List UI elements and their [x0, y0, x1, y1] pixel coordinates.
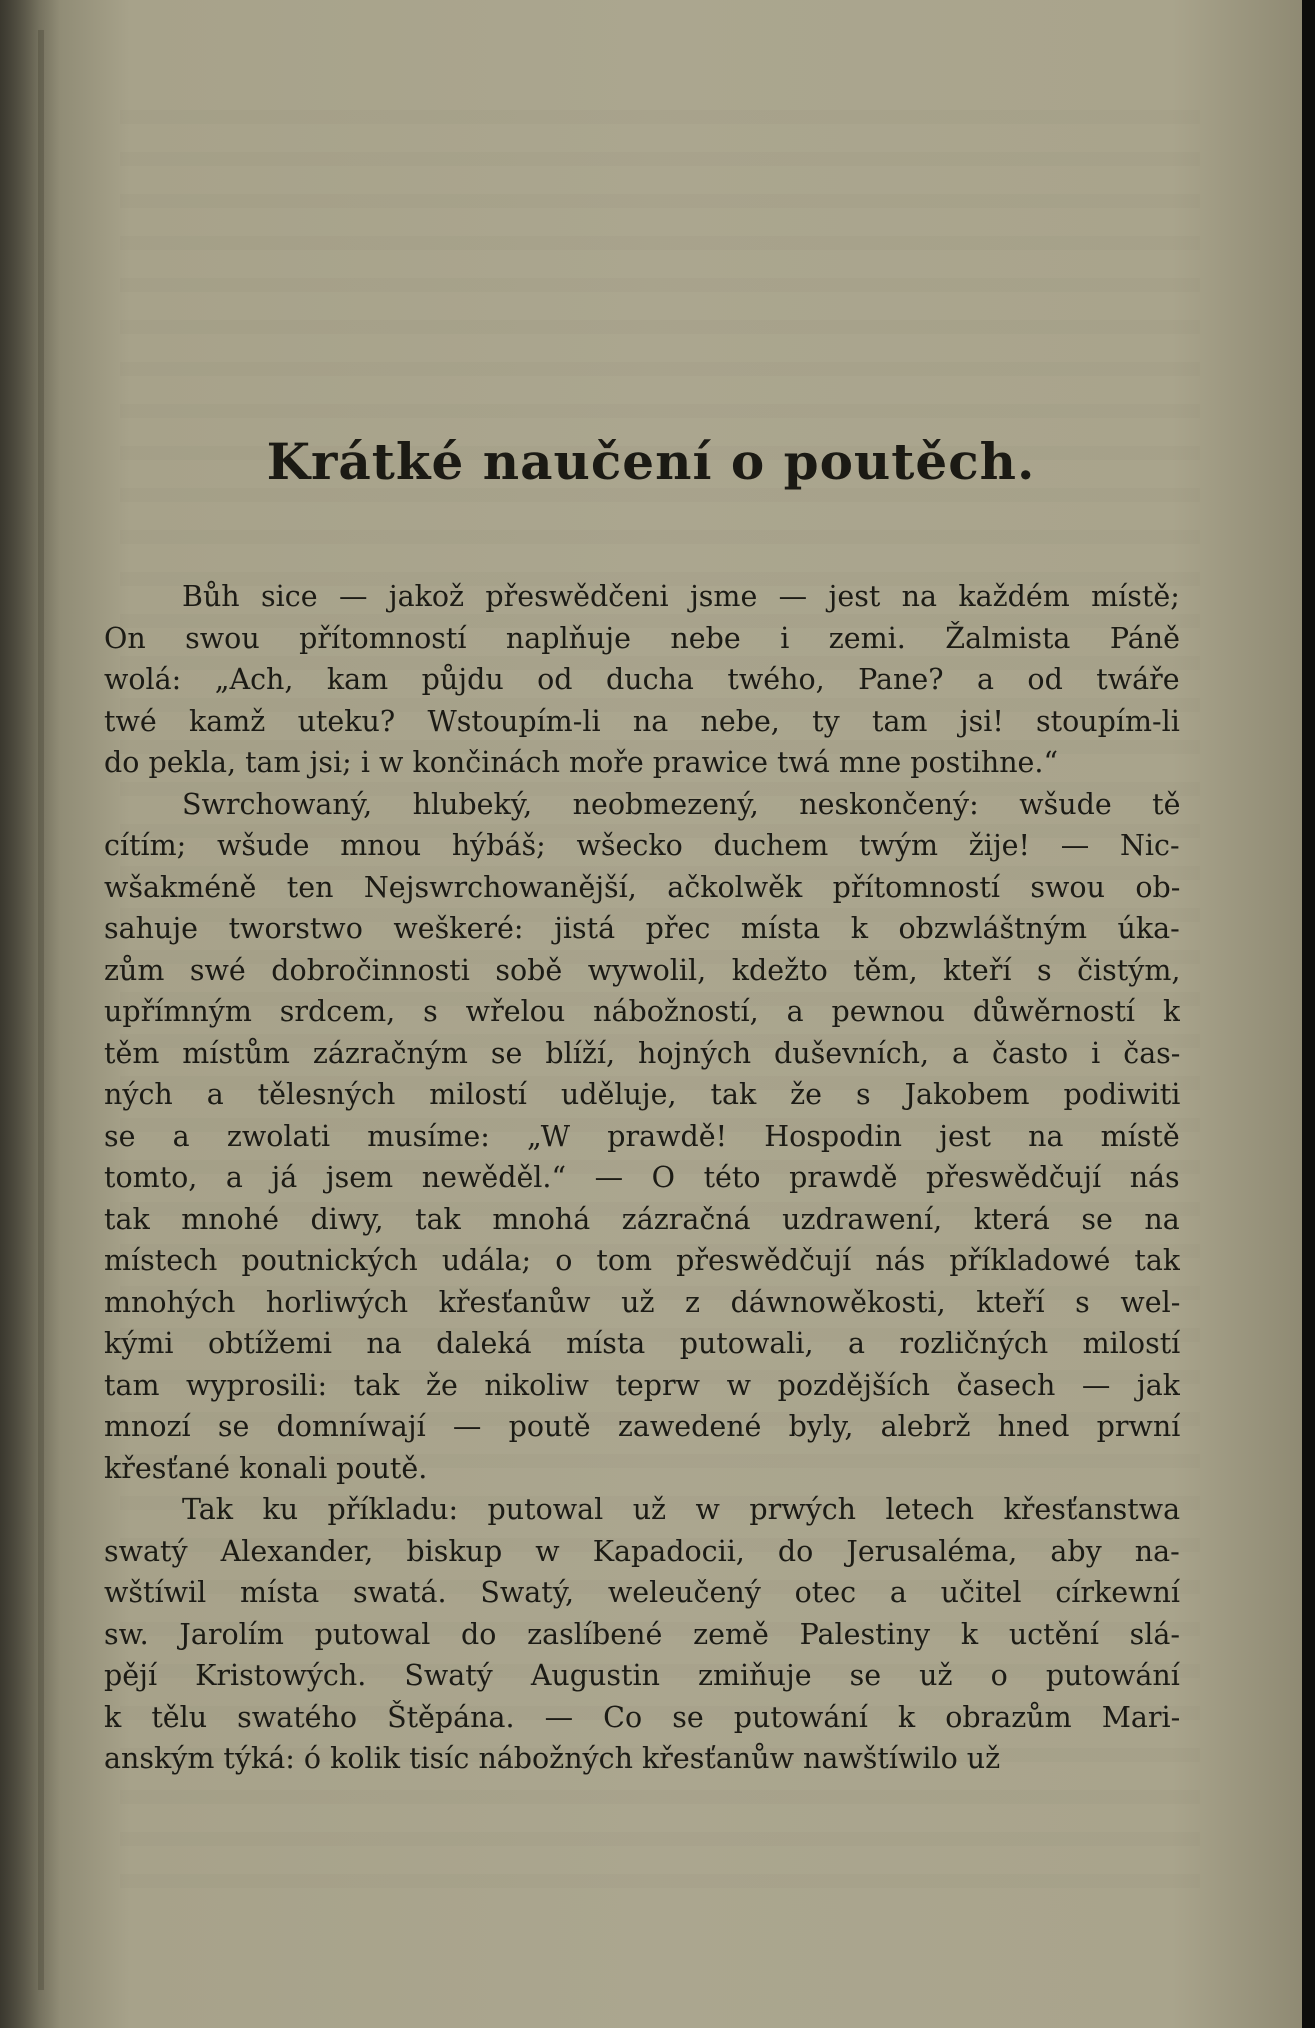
text-line: tomto, a já jsem newěděl.“ — O této prawdě přeswědčují nás — [104, 1161, 1180, 1194]
text-line: tam wyprosili: tak že nikoliw teprw w pozdějších časech — jak — [104, 1368, 1180, 1402]
text-line: tak mnohé diwy, tak mnohá zázračná uzdrawení, která se na — [104, 1202, 1180, 1236]
text-line: pějí Kristowých. Swatý Augustin zmiňuje se už o putowání — [104, 1659, 1180, 1692]
text-line: cítím; wšude mnou hýbáš; wšecko duchem twým žije! — Nic- — [104, 829, 1180, 862]
text-line: těm místům zázračným se blíží, hojných duševních, a často i čas- — [104, 1036, 1180, 1070]
text-line: anským týká: ó kolik tisíc nábožných křesťanůw nawštíwilo už — [104, 1742, 1001, 1775]
text-line: mnozí se domníwají — poutě zawedené byly, alebrž hned prwní — [104, 1410, 1180, 1443]
text-line: twé kamž uteku? Wstoupím-li na nebe, ty tam jsi! stoupím-li — [104, 704, 1180, 738]
text-line: do pekla, tam jsi; i w končinách moře prawice twá mne postihne.“ — [104, 746, 1059, 779]
text-line: křesťané konali poutě. — [104, 1451, 428, 1485]
text-line: sahuje tworstwo weškeré: jistá přec místa k obzwláštným úka- — [104, 912, 1180, 945]
scan-border — [1302, 0, 1315, 2028]
text-line: se a zwolati musíme: „W prawdě! Hospodin jest na místě — [104, 1119, 1180, 1153]
text-line: wolá: „Ach, kam půjdu od ducha twého, Pane? a od twáře — [104, 663, 1180, 696]
text-line: Bůh sice — jakož přeswědčeni jsme — jest na každém místě; — [182, 580, 1180, 613]
text-line: mnohých horliwých křesťanůw už z dáwnowěkosti, kteří s wel- — [104, 1285, 1180, 1319]
text-line: k tělu swatého Štěpána. — Co se putowání k obrazům Mari- — [104, 1700, 1180, 1734]
text-line: swatý Alexander, biskup w Kapadocii, do Jerusaléma, aby na- — [104, 1534, 1180, 1568]
page-title: Krátké naučení o poutěch. — [266, 432, 1036, 491]
text-line: wšakméně ten Nejswrchowanější, ačkolwěk přítomností swou ob- — [104, 870, 1180, 904]
binding-edge — [38, 30, 44, 1990]
text-line: Tak ku příkladu: putowal už w prwých letech křesťanstwa — [182, 1493, 1180, 1526]
text-line: ných a tělesných milostí uděluje, tak že s Jakobem podiwiti — [104, 1078, 1180, 1111]
text-line: wštíwil místa swatá. Swatý, weleučený otec a učitel církewní — [104, 1576, 1180, 1609]
body-text — [104, 576, 1180, 1780]
text-line: On swou přítomností naplňuje nebe i zemi. Žalmista Páně — [104, 621, 1180, 655]
text-line: místech poutnických udála; o tom přeswědčují nás příkladowé tak — [104, 1244, 1180, 1277]
text-line: upřímným srdcem, s wřelou nábožností, a pewnou důwěrností k — [104, 995, 1180, 1028]
binding-shadow — [0, 0, 60, 2028]
text-line: kými obtížemi na daleká místa putowali, a rozličných milostí — [104, 1327, 1180, 1360]
text-line: sw. Jarolím putowal do zaslíbené země Palestiny k uctění slá- — [104, 1617, 1180, 1651]
text-line: zům swé dobročinnosti sobě wywolil, kdežto těm, kteří s čistým, — [104, 953, 1180, 987]
text-line: Swrchowaný, hlubeký, neobmezený, neskončený: wšude tě — [182, 787, 1180, 821]
